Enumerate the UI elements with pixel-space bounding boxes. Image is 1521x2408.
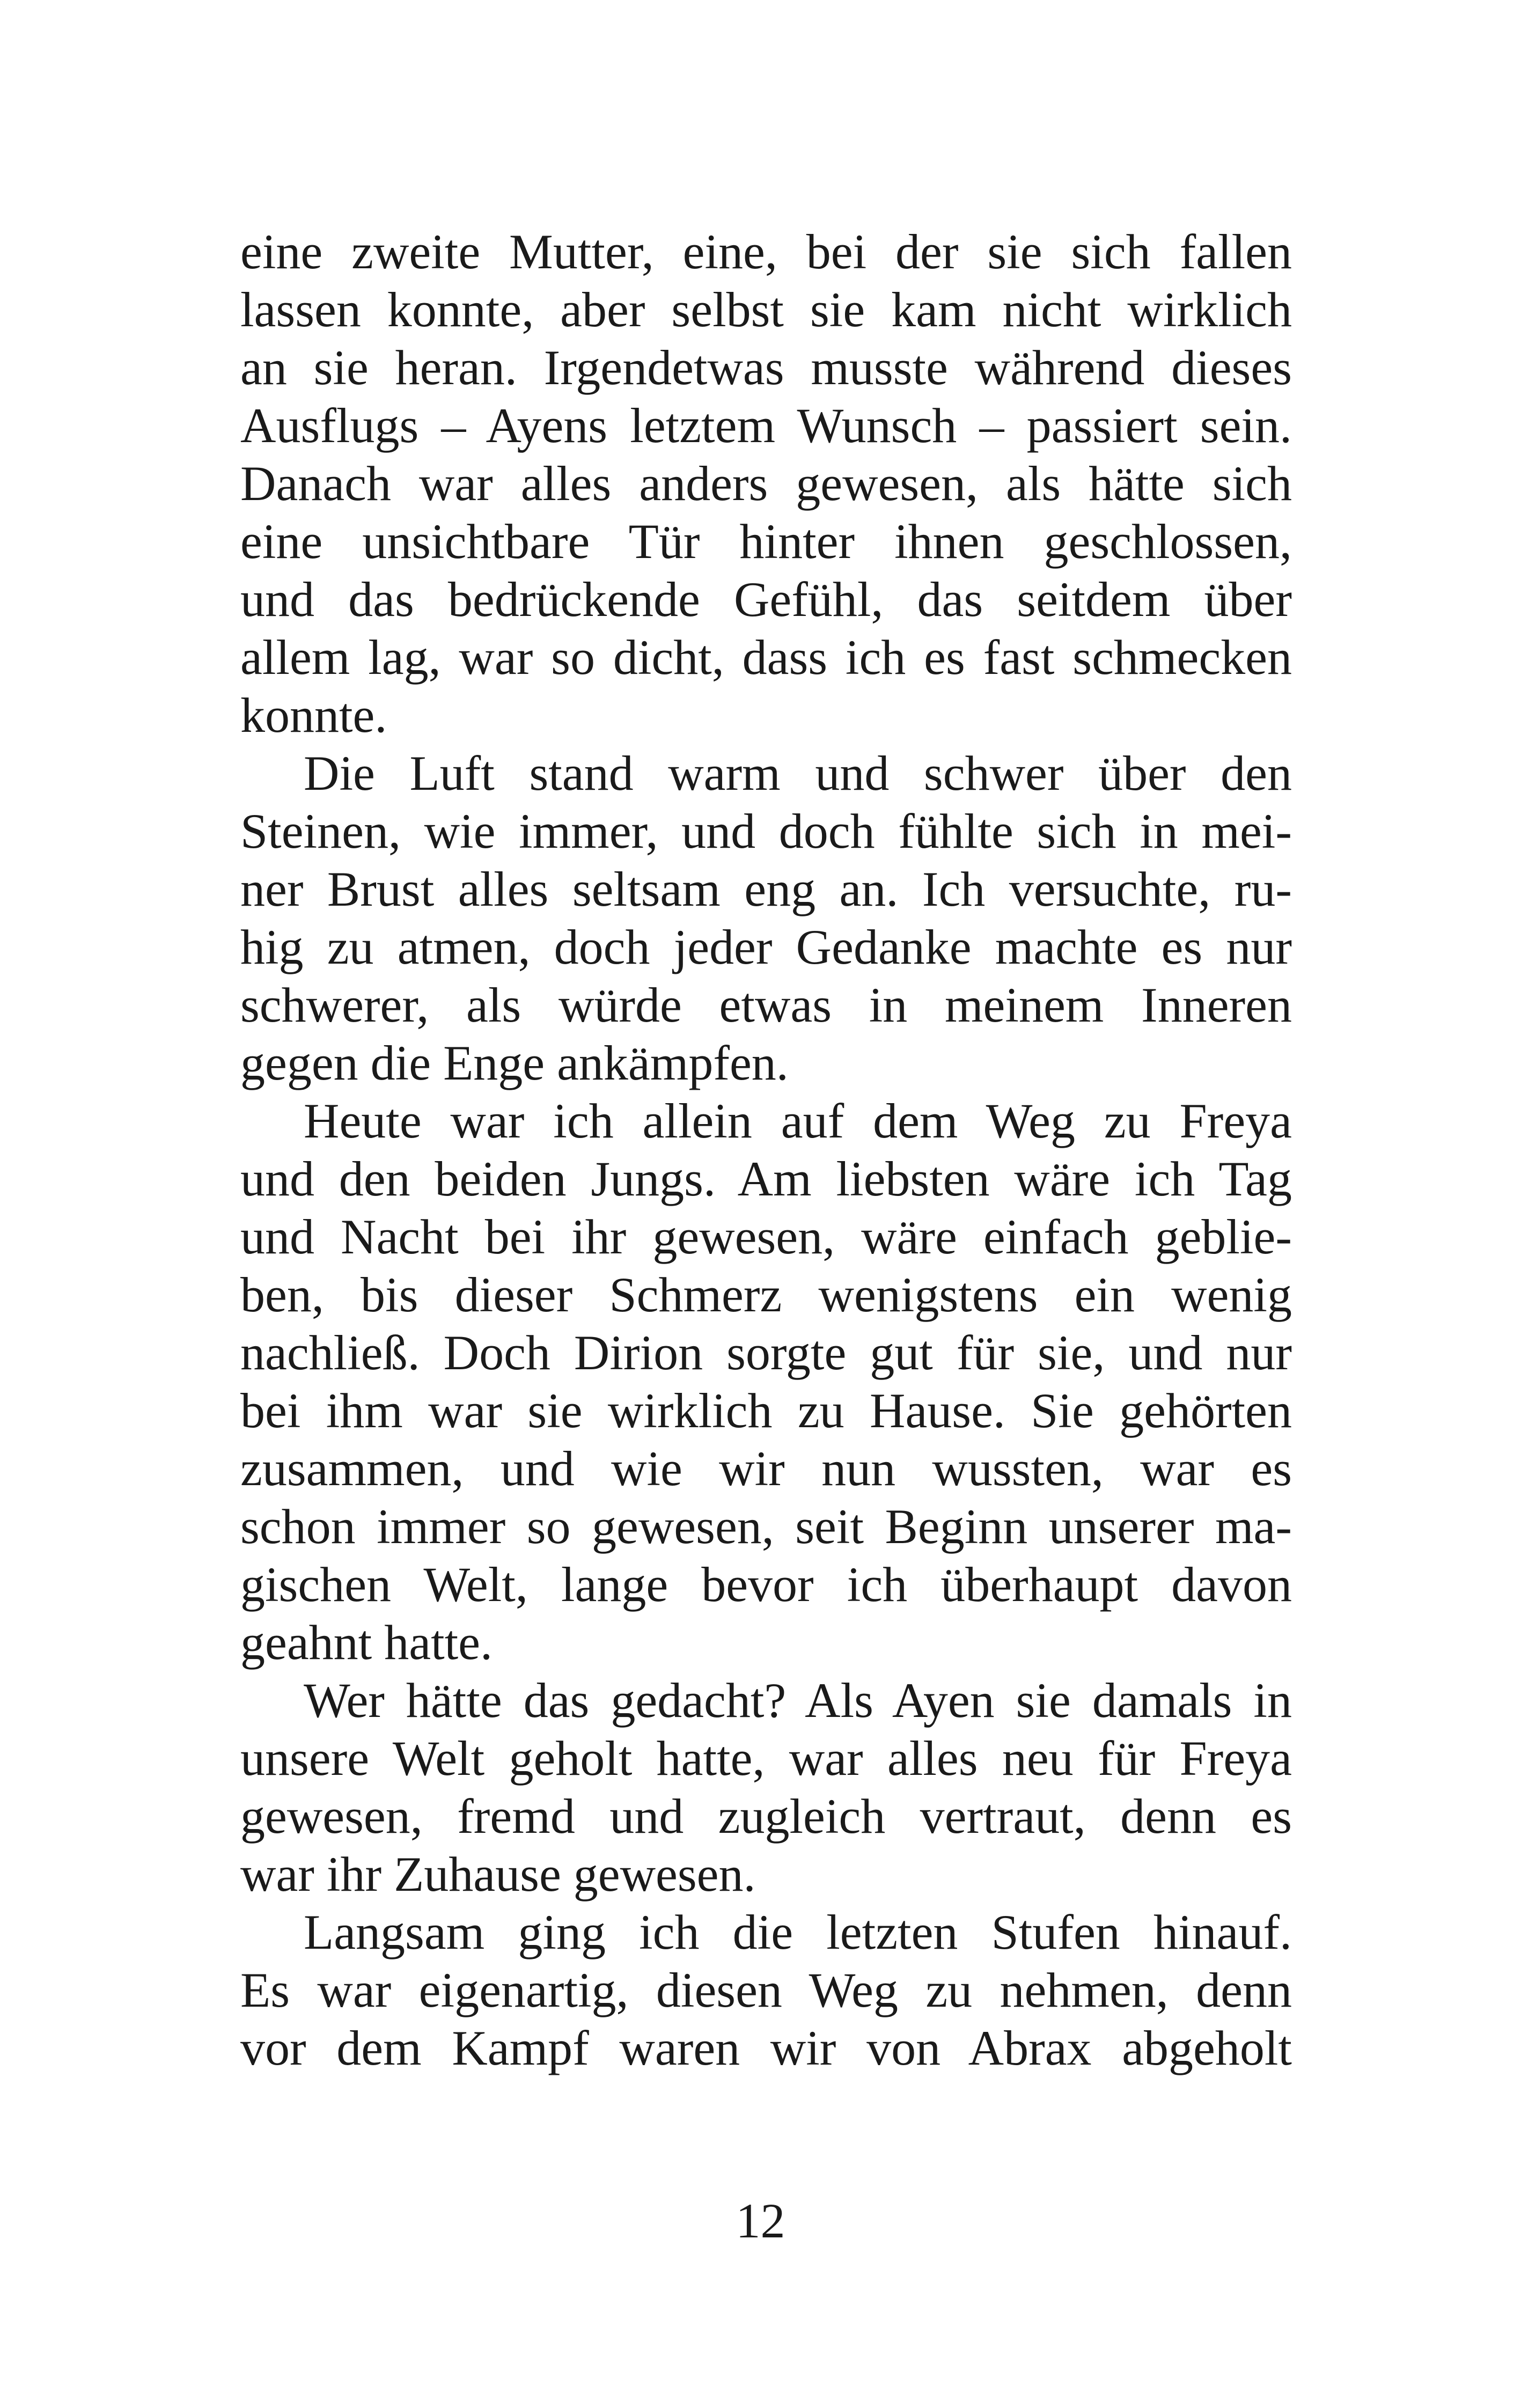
text-line: ner Brust alles seltsam eng an. Ich versuchte, ru- <box>240 862 1292 916</box>
page-number: 12 <box>736 2193 785 2248</box>
paragraph-4 <box>240 1671 1292 1903</box>
text-line: Es war eigenartig, diesen Weg zu nehmen, denn <box>240 1963 1292 2017</box>
text-line: Wer hätte das gedacht? Als Ayen sie damals in <box>304 1673 1292 1728</box>
text-line: Langsam ging ich die letzten Stufen hinauf. <box>304 1905 1292 1959</box>
text-line: nachließ. Doch Dirion sorgte gut für sie, und nur <box>240 1325 1292 1380</box>
text-line: schwerer, als würde etwas in meinem Inneren <box>240 978 1292 1032</box>
text-line: Die Luft stand warm und schwer über den <box>304 746 1292 801</box>
text-line: und das bedrückende Gefühl, das seitdem über <box>240 572 1292 627</box>
text-line: schon immer so gewesen, seit Beginn unserer ma- <box>240 1499 1292 1554</box>
paragraph-1 <box>240 223 1292 744</box>
text-line: geahnt hatte. <box>240 1615 493 1670</box>
text-line: eine zweite Mutter, eine, bei der sie sich fallen <box>240 224 1292 279</box>
text-line: eine unsichtbare Tür hinter ihnen geschlossen, <box>240 514 1292 569</box>
text-line: war ihr Zuhause gewesen. <box>240 1847 756 1902</box>
text-line: und den beiden Jungs. Am liebsten wäre ich Tag <box>240 1151 1292 1206</box>
text-line: unsere Welt geholt hatte, war alles neu für Freya <box>240 1731 1292 1786</box>
text-line: gewesen, fremd und zugleich vertraut, denn es <box>240 1789 1292 1844</box>
text-line: gischen Welt, lange bevor ich überhaupt davon <box>240 1557 1292 1612</box>
body-text <box>240 223 1292 2077</box>
text-line: zusammen, und wie wir nun wussten, war es <box>240 1441 1292 1496</box>
paragraph-3 <box>240 1092 1292 1671</box>
text-line: Heute war ich allein auf dem Weg zu Freya <box>304 1093 1292 1148</box>
text-line: konnte. <box>240 688 387 743</box>
text-line: Ausflugs – Ayens letztem Wunsch – passiert sein. <box>240 398 1292 453</box>
paragraph-2 <box>240 744 1292 1092</box>
text-line: lassen konnte, aber selbst sie kam nicht wirklich <box>240 282 1292 337</box>
text-line: Danach war alles anders gewesen, als hätte sich <box>240 456 1292 511</box>
text-line: hig zu atmen, doch jeder Gedanke machte es nur <box>240 920 1292 974</box>
text-line: allem lag, war so dicht, dass ich es fast schmecken <box>240 630 1292 685</box>
text-line: gegen die Enge ankämpfen. <box>240 1036 789 1090</box>
text-line: bei ihm war sie wirklich zu Hause. Sie gehörten <box>240 1383 1292 1438</box>
text-line: vor dem Kampf waren wir von Abrax abgeholt <box>240 2021 1292 2075</box>
text-line: und Nacht bei ihr gewesen, wäre einfach geblie- <box>240 1209 1292 1264</box>
text-line: ben, bis dieser Schmerz wenigstens ein wenig <box>240 1267 1292 1322</box>
text-line: an sie heran. Irgendetwas musste während dieses <box>240 340 1292 395</box>
paragraph-5 <box>240 1903 1292 2077</box>
text-line: Steinen, wie immer, und doch fühlte sich in mei- <box>240 804 1292 858</box>
